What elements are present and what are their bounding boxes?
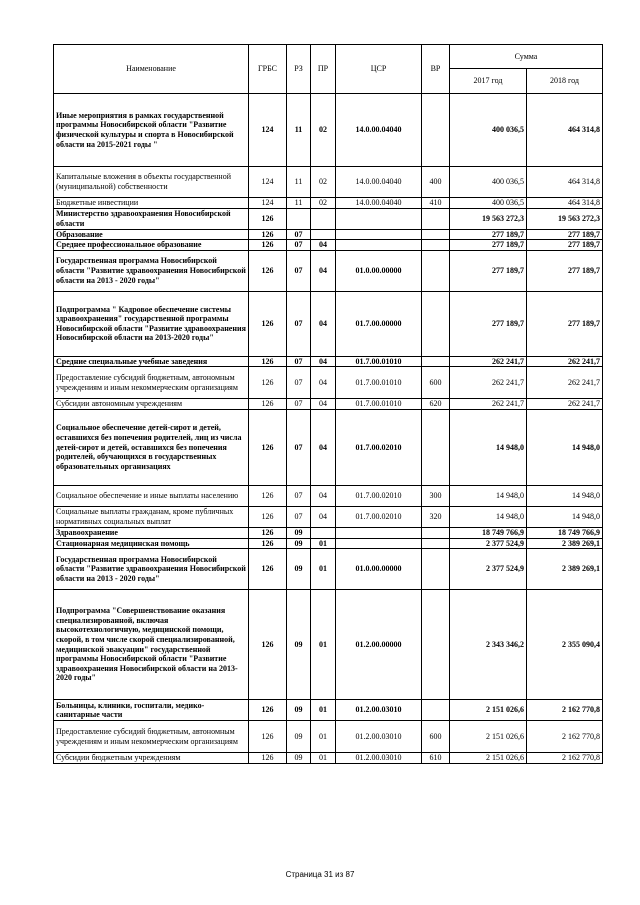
cell-sum-2018: 262 241,7 [527,399,603,410]
cell-sum-2017: 14 948,0 [450,506,527,527]
cell-grbs: 126 [249,700,287,721]
table-row [54,240,603,251]
cell-rz: 11 [287,94,311,167]
cell-sum-2017: 2 343 346,2 [450,590,527,700]
cell-grbs: 126 [249,356,287,367]
cell-pr: 04 [311,367,336,399]
cell-sum-2017: 18 749 766,9 [450,527,527,538]
cell-name: Капитальные вложения в объекты государственной (муниципальной) собственности [54,167,249,198]
header-name: Наименование [54,45,249,94]
cell-vr [422,208,450,229]
cell-vr [422,240,450,251]
header-year-2018: 2018 год [527,69,603,94]
cell-sum-2017: 2 377 524,9 [450,538,527,549]
table-row [54,485,603,506]
cell-sum-2017: 400 036,5 [450,94,527,167]
table-body [54,94,603,764]
table-row [54,721,603,753]
cell-name: Стационарная медицинская помощь [54,538,249,549]
cell-name: Бюджетные инвестиции [54,198,249,209]
cell-rz: 07 [287,485,311,506]
cell-sum-2017: 262 241,7 [450,399,527,410]
cell-sum-2017: 400 036,5 [450,167,527,198]
table-row [54,250,603,291]
table-row [54,409,603,485]
cell-pr: 01 [311,590,336,700]
cell-pr: 01 [311,538,336,549]
cell-vr [422,229,450,240]
cell-pr: 01 [311,721,336,753]
cell-grbs: 126 [249,250,287,291]
cell-sum-2017: 2 377 524,9 [450,549,527,590]
cell-rz: 07 [287,506,311,527]
cell-sum-2017: 14 948,0 [450,485,527,506]
cell-name: Министерство здравоохранения Новосибирской области [54,208,249,229]
cell-rz: 09 [287,700,311,721]
cell-csr: 01.7.00.01010 [336,367,422,399]
cell-pr: 04 [311,506,336,527]
page-number: Страница 31 из 87 [285,870,355,879]
cell-grbs: 126 [249,721,287,753]
table-row [54,399,603,410]
cell-name: Здравоохранение [54,527,249,538]
header-vr: ВР [422,45,450,94]
table-row [54,367,603,399]
header-sum: Сумма [450,45,603,69]
cell-name: Государственная программа Новосибирской области "Развитие здравоохранения Новосибирской области на 2013 - 2020 годы" [54,250,249,291]
cell-name: Социальные выплаты гражданам, кроме публичных нормативных социальных выплат [54,506,249,527]
cell-sum-2018: 14 948,0 [527,506,603,527]
cell-vr: 300 [422,485,450,506]
cell-pr: 01 [311,753,336,764]
cell-grbs: 126 [249,590,287,700]
cell-sum-2018: 277 189,7 [527,229,603,240]
cell-vr [422,291,450,356]
cell-rz: 07 [287,409,311,485]
cell-pr [311,208,336,229]
cell-rz: 09 [287,721,311,753]
cell-grbs: 126 [249,527,287,538]
cell-sum-2017: 19 563 272,3 [450,208,527,229]
cell-grbs: 126 [249,208,287,229]
cell-pr: 04 [311,356,336,367]
cell-vr [422,527,450,538]
cell-name: Среднее профессиональное образование [54,240,249,251]
cell-name: Субсидии автономным учреждениям [54,399,249,410]
cell-grbs: 126 [249,549,287,590]
cell-csr [336,538,422,549]
cell-name: Государственная программа Новосибирской области "Развитие здравоохранения Новосибирской области на 2013 - 2020 годы" [54,549,249,590]
cell-csr: 01.7.00.02010 [336,485,422,506]
cell-sum-2018: 464 314,8 [527,198,603,209]
cell-sum-2017: 277 189,7 [450,229,527,240]
cell-rz: 09 [287,538,311,549]
cell-csr: 14.0.00.04040 [336,94,422,167]
table-row [54,291,603,356]
cell-sum-2018: 2 162 770,8 [527,721,603,753]
table-row [54,167,603,198]
cell-sum-2017: 277 189,7 [450,250,527,291]
cell-csr: 01.0.00.00000 [336,549,422,590]
cell-rz: 11 [287,198,311,209]
cell-grbs: 126 [249,538,287,549]
cell-pr: 02 [311,167,336,198]
cell-pr [311,229,336,240]
cell-sum-2017: 262 241,7 [450,367,527,399]
cell-vr [422,700,450,721]
cell-pr: 04 [311,250,336,291]
cell-grbs: 126 [249,229,287,240]
table-row [54,229,603,240]
table-row [54,506,603,527]
cell-rz: 09 [287,549,311,590]
table-row [54,527,603,538]
cell-csr [336,208,422,229]
cell-pr: 04 [311,240,336,251]
header-pr: ПР [311,45,336,94]
cell-pr: 04 [311,291,336,356]
cell-rz: 07 [287,240,311,251]
cell-grbs: 126 [249,240,287,251]
cell-pr: 01 [311,700,336,721]
cell-vr [422,409,450,485]
cell-pr [311,527,336,538]
cell-sum-2018: 19 563 272,3 [527,208,603,229]
cell-vr [422,538,450,549]
table-row [54,94,603,167]
cell-sum-2018: 262 241,7 [527,356,603,367]
cell-grbs: 126 [249,506,287,527]
cell-rz: 07 [287,367,311,399]
cell-csr: 01.2.00.00000 [336,590,422,700]
cell-sum-2017: 277 189,7 [450,240,527,251]
cell-csr [336,229,422,240]
cell-csr: 01.7.00.01010 [336,356,422,367]
cell-sum-2017: 2 151 026,6 [450,753,527,764]
cell-name: Образование [54,229,249,240]
cell-rz: 07 [287,356,311,367]
cell-vr: 620 [422,399,450,410]
cell-grbs: 126 [249,291,287,356]
cell-csr [336,527,422,538]
cell-csr: 01.7.00.00000 [336,291,422,356]
header-year-2017: 2017 год [450,69,527,94]
budget-table [53,44,603,764]
cell-csr [336,240,422,251]
cell-name: Социальное обеспечение детей-сирот и детей, оставшихся без попечения родителей, лиц из числа детей-сирот и детей, оставшихся без попечения родителей, обучающихся в государственных образовательных организациях [54,409,249,485]
cell-sum-2017: 2 151 026,6 [450,721,527,753]
cell-name: Подпрограмма "Совершенствование оказания специализированной, включая высокотехнологичную, медицинской помощи, скорой, в том числе скорой специализированной, медицинской эвакуации" государственной программы Новосибирской области "Развитие здравоохранения Новосибирской области на 2013-2020 годы" [54,590,249,700]
cell-vr: 600 [422,721,450,753]
table-row [54,538,603,549]
cell-name: Средние специальные учебные заведения [54,356,249,367]
cell-vr: 600 [422,367,450,399]
cell-vr [422,94,450,167]
cell-vr: 320 [422,506,450,527]
cell-grbs: 124 [249,198,287,209]
cell-sum-2017: 2 151 026,6 [450,700,527,721]
table-row [54,356,603,367]
cell-sum-2018: 18 749 766,9 [527,527,603,538]
cell-pr: 02 [311,94,336,167]
cell-name: Больницы, клиники, госпитали, медико-санитарные части [54,700,249,721]
cell-grbs: 126 [249,753,287,764]
table-row [54,549,603,590]
cell-name: Субсидии бюджетным учреждениям [54,753,249,764]
cell-name: Предоставление субсидий бюджетным, автономным учреждениям и иным некоммерческим организациям [54,721,249,753]
header-csr: ЦСР [336,45,422,94]
cell-pr: 02 [311,198,336,209]
cell-name: Предоставление субсидий бюджетным, автономным учреждениям и иным некоммерческим организациям [54,367,249,399]
cell-name: Подпрограмма " Кадровое обеспечение системы здравоохранения" государственной программы Новосибирской области "Развитие здравоохранения Новосибирской области на 2013-2020 годы" [54,291,249,356]
cell-sum-2018: 464 314,8 [527,94,603,167]
cell-rz [287,208,311,229]
table-row [54,198,603,209]
cell-sum-2018: 2 389 269,1 [527,538,603,549]
cell-sum-2018: 2 389 269,1 [527,549,603,590]
table-row [54,208,603,229]
cell-csr: 01.2.00.03010 [336,721,422,753]
cell-vr [422,356,450,367]
cell-vr: 410 [422,198,450,209]
cell-vr [422,590,450,700]
cell-vr: 610 [422,753,450,764]
cell-pr: 04 [311,399,336,410]
cell-sum-2018: 464 314,8 [527,167,603,198]
cell-csr: 01.2.00.03010 [336,700,422,721]
cell-csr: 01.7.00.02010 [336,506,422,527]
cell-sum-2018: 14 948,0 [527,409,603,485]
cell-csr: 01.2.00.03010 [336,753,422,764]
cell-vr: 400 [422,167,450,198]
cell-csr: 01.0.00.00000 [336,250,422,291]
cell-rz: 09 [287,753,311,764]
cell-sum-2018: 277 189,7 [527,250,603,291]
cell-sum-2018: 262 241,7 [527,367,603,399]
cell-sum-2018: 2 162 770,8 [527,700,603,721]
cell-sum-2018: 277 189,7 [527,291,603,356]
cell-name: Социальное обеспечение и иные выплаты населению [54,485,249,506]
cell-sum-2018: 14 948,0 [527,485,603,506]
cell-csr: 01.7.00.02010 [336,409,422,485]
cell-sum-2017: 14 948,0 [450,409,527,485]
cell-sum-2017: 400 036,5 [450,198,527,209]
cell-name: Иные мероприятия в рамках государственной программы Новосибирской области "Развитие физической культуры и спорта в Новосибирской области на 2015-2021 годы " [54,94,249,167]
cell-csr: 14.0.00.04040 [336,198,422,209]
cell-rz: 09 [287,590,311,700]
cell-sum-2017: 277 189,7 [450,291,527,356]
cell-rz: 07 [287,229,311,240]
cell-grbs: 124 [249,167,287,198]
table-row [54,590,603,700]
cell-grbs: 124 [249,94,287,167]
cell-csr: 14.0.00.04040 [336,167,422,198]
cell-vr [422,250,450,291]
cell-rz: 11 [287,167,311,198]
header-rz: РЗ [287,45,311,94]
cell-pr: 01 [311,549,336,590]
cell-sum-2017: 262 241,7 [450,356,527,367]
cell-grbs: 126 [249,367,287,399]
cell-grbs: 126 [249,485,287,506]
cell-rz: 09 [287,527,311,538]
table-row [54,700,603,721]
cell-rz: 07 [287,250,311,291]
cell-pr: 04 [311,485,336,506]
cell-sum-2018: 277 189,7 [527,240,603,251]
cell-vr [422,549,450,590]
cell-sum-2018: 2 355 090,4 [527,590,603,700]
header-grbs: ГРБС [249,45,287,94]
cell-rz: 07 [287,291,311,356]
table-row [54,753,603,764]
cell-grbs: 126 [249,409,287,485]
cell-csr: 01.7.00.01010 [336,399,422,410]
cell-sum-2018: 2 162 770,8 [527,753,603,764]
cell-pr: 04 [311,409,336,485]
cell-grbs: 126 [249,399,287,410]
cell-rz: 07 [287,399,311,410]
